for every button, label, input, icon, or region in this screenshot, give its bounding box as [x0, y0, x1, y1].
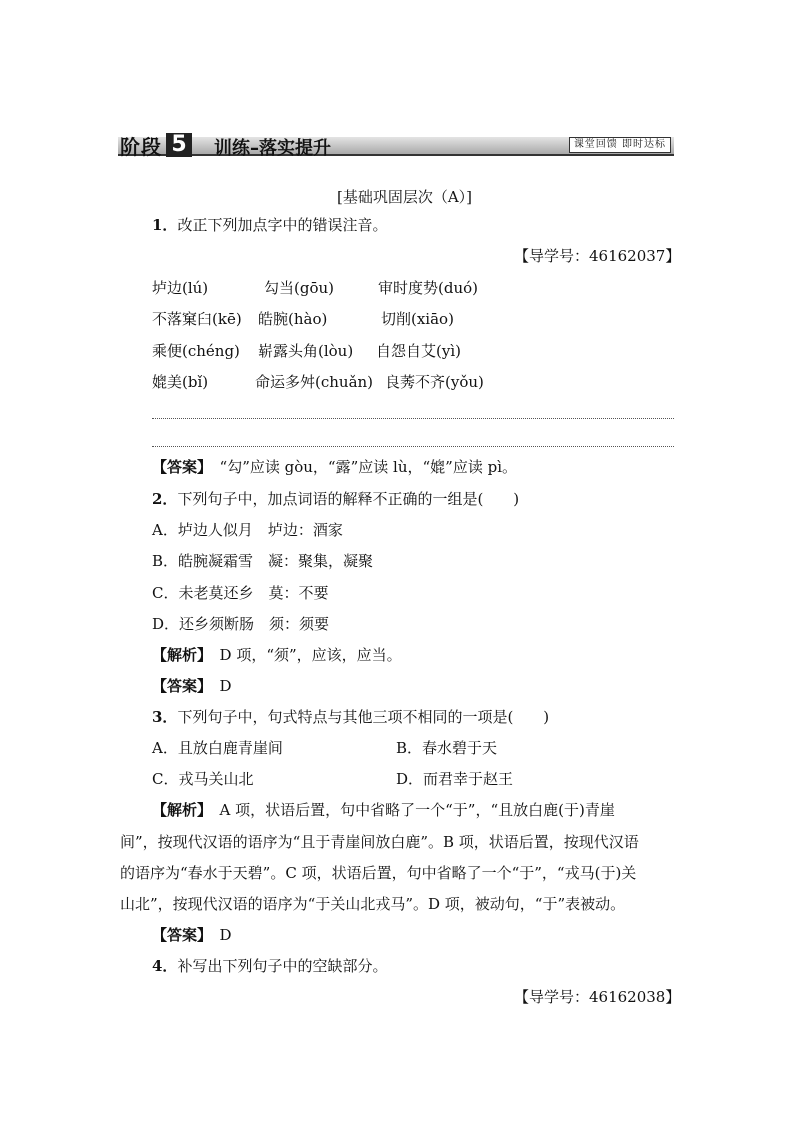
- q3-analysis-line: [152, 800, 615, 820]
- q3-analysis-line: 山北”，按现代汉语的语序为“于关山北戎马”。D 项，被动句，“于”表被动。: [120, 895, 626, 913]
- q2-analysis: [152, 645, 402, 665]
- q4-prompt: [152, 956, 387, 976]
- stage-number: 5: [166, 133, 192, 157]
- q2-prompt: [152, 489, 519, 509]
- q3-text: 下列句子中，句式特点与其他三项不相同的一项是( ): [177, 708, 550, 726]
- q1-text: 改正下列加点字中的错误注音。: [177, 216, 388, 234]
- q2-option-b: B．皓腕凝霜雪 凝：聚集，凝聚: [152, 552, 374, 570]
- q2-text: 下列句子中，加点词语的解释不正确的一组是( ): [177, 490, 520, 508]
- banner-title: 训练–落实提升: [214, 138, 331, 159]
- q3-option-a: A．且放白鹿青崖间: [152, 739, 283, 757]
- q1-item: 勾当(gōu): [264, 279, 334, 297]
- q1-item: 乘便(chéng): [152, 342, 240, 360]
- answer-text: D: [219, 926, 232, 944]
- answer-label: 【答案】: [152, 458, 205, 476]
- q1-answer: [152, 457, 517, 477]
- stage-label: [120, 133, 196, 157]
- section-level-heading: [基础巩固层次（A）]: [337, 188, 473, 206]
- analysis-label: 【解析】: [152, 646, 205, 664]
- q3-option-c: C．戎马关山北: [152, 770, 254, 788]
- q2-option-a: A．垆边人似月 垆边：酒家: [152, 521, 343, 539]
- answer-label: 【答案】: [152, 926, 205, 944]
- q1-item: 良莠不齐(yǒu): [385, 373, 484, 391]
- q3-analysis-line: 的语序为“春水于天碧”。C 项，状语后置，句中省略了一个“于”，“戎马(于)关: [120, 864, 637, 882]
- q1-item: 不落窠臼(kē): [152, 310, 242, 328]
- answer-text: “勾”应读 gòu，“露”应读 lù，“媲”应读 pì。: [219, 458, 517, 476]
- q3-answer: [152, 925, 232, 945]
- q2-option-c: C．未老莫还乡 莫：不要: [152, 584, 329, 602]
- answer-label: 【答案】: [152, 677, 205, 695]
- q4-guide-number: 【导学号：46162038】: [514, 988, 681, 1006]
- q1-guide-number: 【导学号：46162037】: [514, 247, 681, 265]
- q1-item: 审时度势(duó): [378, 279, 478, 297]
- q1-item: 崭露头角(lòu): [258, 342, 354, 360]
- analysis-text: A 项，状语后置，句中省略了一个“于”，“且放白鹿(于)青崖: [219, 801, 615, 819]
- q1-item: 媲美(bǐ): [152, 373, 209, 391]
- q3-prompt: [152, 707, 549, 727]
- answer-text: D: [219, 677, 232, 695]
- q1-item: 切削(xiāo): [381, 310, 454, 328]
- q1-item: 自怨自艾(yì): [376, 342, 461, 360]
- section-banner: [118, 133, 674, 157]
- answer-blank-line: [152, 418, 674, 419]
- q1-item: 皓腕(hào): [258, 310, 328, 328]
- q2-option-d: D．还乡须断肠 须：须要: [152, 615, 330, 633]
- q3-analysis-line: 间”，按现代汉语的语序为“且于青崖间放白鹿”。B 项，状语后置，按现代汉语: [120, 833, 639, 851]
- q1-item: 命运多舛(chuǎn): [255, 373, 374, 391]
- banner-tag: 课堂回馈 即时达标: [569, 137, 671, 153]
- analysis-text: D 项，“须”，应该，应当。: [219, 646, 402, 664]
- q3-option-d: D．而君幸于赵王: [396, 770, 514, 788]
- answer-blank-line: [152, 446, 674, 447]
- q1-item: 垆边(lú): [152, 279, 209, 297]
- q4-number: 4．: [152, 957, 178, 975]
- analysis-label: 【解析】: [152, 801, 205, 819]
- stage-word: 阶段: [120, 134, 162, 159]
- q4-text: 补写出下列句子中的空缺部分。: [177, 957, 388, 975]
- q3-option-b: B．春水碧于天: [396, 739, 498, 757]
- q1-number: 1．: [152, 216, 178, 234]
- q1-prompt: [152, 215, 387, 235]
- q2-number: 2．: [152, 490, 178, 508]
- q3-number: 3．: [152, 708, 178, 726]
- q2-answer: [152, 676, 232, 696]
